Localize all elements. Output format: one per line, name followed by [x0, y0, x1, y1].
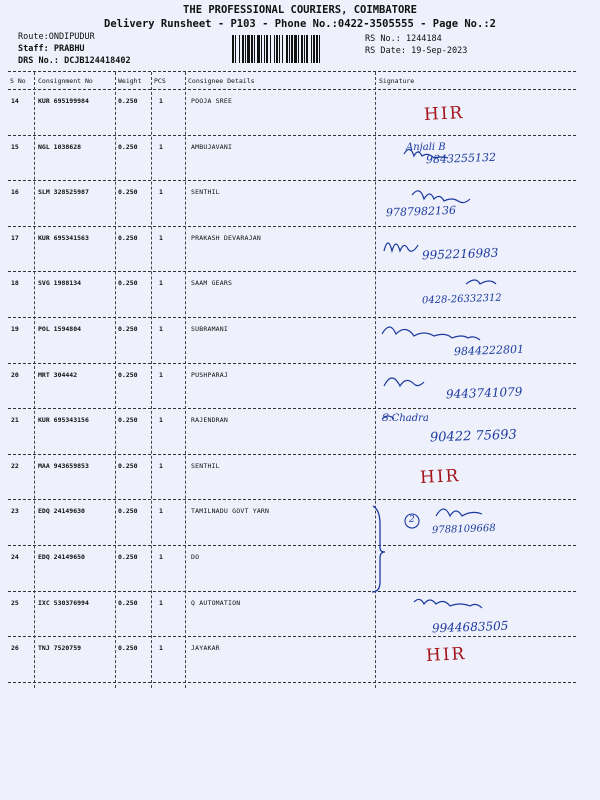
row-pcs: 1 — [159, 644, 163, 653]
route-value: ONDIPUDUR — [48, 32, 95, 42]
row-weight: 0.250 — [118, 507, 138, 516]
barcode-bar — [279, 35, 280, 63]
row-sno: 19 — [11, 325, 19, 333]
row-sno: 25 — [11, 598, 19, 607]
col-divider — [34, 72, 35, 688]
col-header-sno: S No — [10, 77, 26, 85]
barcode-bar — [232, 35, 234, 63]
row-weight: 0.250 — [118, 370, 138, 379]
barcode-bar — [282, 35, 283, 63]
row-consignee: SAAM GEARS — [191, 279, 233, 288]
col-header-consignee: Consignee Details — [188, 77, 255, 85]
signature-phone: 9788109668 — [431, 523, 496, 537]
row-consignment: MAA 943659853 — [38, 461, 89, 470]
rs-no-label: RS No.: — [365, 34, 401, 44]
signature-cell — [376, 136, 576, 182]
barcode-bar — [266, 35, 268, 63]
signature-cell — [376, 500, 576, 546]
signature-cell — [376, 409, 576, 455]
barcode-bar — [289, 35, 290, 63]
row-weight: 0.250 — [118, 553, 138, 561]
row-pcs: 1 — [159, 279, 163, 288]
signature-name: S.Chadra — [382, 413, 429, 425]
row-consignment: MRT 304442 — [38, 370, 78, 379]
row-sno: 20 — [11, 370, 19, 379]
row-pcs: 1 — [159, 416, 163, 425]
row-weight: 0.250 — [118, 142, 138, 151]
signature-phone: 9443741079 — [445, 384, 523, 401]
row-pcs: 1 — [159, 325, 163, 333]
row-pcs: 1 — [159, 97, 163, 105]
signature-cell — [376, 227, 576, 273]
signature-name: Anjali B — [406, 141, 446, 153]
row-sno: 18 — [11, 279, 19, 288]
row-sno: 21 — [11, 416, 19, 425]
signature-note: HIR — [423, 102, 465, 126]
row-pcs: 1 — [159, 233, 163, 242]
row-consignee: POOJA SREE — [191, 97, 233, 105]
drs-label: DRS No.: — [18, 56, 59, 66]
row-sno: 22 — [11, 461, 19, 470]
signature-cell — [376, 592, 576, 638]
rs-date-value: 19-Sep-2023 — [411, 46, 468, 56]
barcode-bar — [247, 35, 250, 63]
signature-cell — [376, 364, 576, 410]
row-consignment: IXC 530376994 — [38, 598, 89, 607]
row-weight: 0.250 — [118, 644, 138, 653]
rs-date-line — [365, 46, 467, 56]
barcode-bar — [264, 35, 265, 63]
row-sno: 23 — [11, 507, 19, 516]
signature-note: HIR — [419, 465, 461, 488]
row-consignee: AMBUJAVANI — [191, 142, 233, 151]
row-pcs: 1 — [159, 553, 163, 561]
row-weight: 0.250 — [118, 188, 138, 197]
row-consignment: POL 1594804 — [38, 325, 82, 333]
row-sno: 16 — [11, 188, 19, 197]
staff-value: PRABHU — [53, 44, 85, 54]
col-divider — [185, 72, 186, 688]
barcode-bar — [257, 35, 260, 63]
row-sno: 26 — [11, 644, 19, 653]
col-header-weight: Weight — [118, 77, 142, 85]
row-consignee: PUSHPARAJ — [191, 370, 229, 379]
row-consignee: DO — [191, 553, 200, 561]
row-consignment: NGL 1038628 — [38, 142, 82, 151]
row-pcs: 1 — [159, 461, 163, 470]
drs-line — [18, 56, 131, 66]
row-sno: 17 — [11, 233, 19, 242]
barcode-bar — [286, 35, 288, 63]
bracket-mark — [368, 504, 388, 594]
col-header-consignment: Consignment No — [38, 77, 93, 85]
route-label: Route: — [18, 32, 49, 42]
barcode-bar — [319, 35, 320, 63]
barcode-bar — [294, 35, 297, 63]
barcode-bar — [311, 35, 312, 63]
drs-value: DCJB124418402 — [64, 56, 131, 66]
col-divider — [151, 72, 152, 688]
signature-cell — [376, 318, 576, 364]
barcode-bar — [304, 35, 305, 63]
row-consignment: SLM 328525987 — [38, 188, 89, 197]
row-pcs: 1 — [159, 598, 163, 607]
row-consignee: PRAKASH DEVARAJAN — [191, 233, 261, 242]
barcode-bar — [270, 35, 271, 63]
barcode-bar — [276, 35, 278, 63]
col-header-signature: Signature — [379, 77, 415, 85]
barcode-bar — [245, 35, 246, 63]
row-pcs: 1 — [159, 142, 163, 151]
row-sno: 15 — [11, 142, 19, 151]
row-consignment: EDQ 24149650 — [38, 553, 85, 561]
barcode-bar — [316, 35, 318, 63]
barcode-bar — [239, 35, 240, 63]
signature-phone: 9952216983 — [421, 245, 499, 263]
row-pcs: 1 — [159, 507, 163, 516]
signature-phone: 9944683505 — [431, 618, 509, 635]
company-title: THE PROFESSIONAL COURIERS, COIMBATORE — [183, 4, 417, 16]
signature-scribble — [376, 181, 576, 227]
row-consignment: KUR 695199984 — [38, 97, 89, 105]
signature-circled-number: 2 — [409, 515, 415, 526]
row-consignee: SUBRAMANI — [191, 325, 229, 333]
signature-cell — [376, 90, 576, 136]
row-consignee: TAMILNADU GOVT YARN — [191, 507, 270, 516]
row-pcs: 1 — [159, 188, 163, 197]
row-consignment: TNJ 7520759 — [38, 644, 82, 653]
barcode-bar — [242, 35, 244, 63]
barcode-bar — [254, 35, 255, 63]
row-sno: 14 — [11, 97, 19, 105]
row-consignee: RAJENDRAN — [191, 416, 229, 425]
row-consignment: SVG 1988134 — [38, 279, 82, 288]
barcode-bar — [291, 35, 293, 63]
row-weight: 0.250 — [118, 416, 138, 425]
barcode-bar — [298, 35, 299, 63]
barcode — [232, 35, 356, 63]
signature-cell — [376, 272, 576, 318]
row-consignee: SENTHIL — [191, 188, 220, 197]
signature-cell — [376, 546, 576, 592]
barcode-bar — [251, 35, 253, 63]
signature-phone: 9787982136 — [385, 203, 457, 220]
barcode-bar — [261, 35, 262, 63]
row-weight: 0.250 — [118, 598, 138, 607]
rs-date-label: RS Date: — [365, 46, 406, 56]
row-consignment: EDQ 24149630 — [38, 507, 85, 516]
row-weight: 0.250 — [118, 279, 138, 288]
staff-line — [18, 44, 85, 54]
signature-cell — [376, 455, 576, 501]
row-consignee: SENTHIL — [191, 461, 220, 470]
row-weight: 0.250 — [118, 461, 138, 470]
rs-no-line — [365, 34, 442, 44]
row-consignment: KUR 695341563 — [38, 233, 89, 242]
col-header-pcs: PCS — [154, 77, 166, 85]
row-pcs: 1 — [159, 370, 163, 379]
runsheet-title: Delivery Runsheet - P103 - Phone No.:0422-3505555 - Page No.:2 — [104, 18, 496, 30]
signature-phone: 9844222801 — [453, 342, 525, 359]
row-weight: 0.250 — [118, 233, 138, 242]
col-divider — [115, 72, 116, 688]
row-sno: 24 — [11, 553, 19, 561]
row-consignee: Q AUTOMATION — [191, 598, 241, 607]
barcode-bar — [306, 35, 308, 63]
row-weight: 0.250 — [118, 97, 138, 105]
rs-no-value: 1244184 — [405, 34, 442, 44]
barcode-bar — [301, 35, 303, 63]
route-line — [18, 32, 95, 42]
row-weight: 0.250 — [118, 325, 138, 333]
barcode-bar — [313, 35, 315, 63]
signature-phone: 9843255132 — [425, 150, 497, 166]
header-rule-top — [8, 71, 576, 72]
row-consignee: JAYAKAR — [191, 644, 220, 653]
signature-cell — [376, 637, 576, 683]
staff-label: Staff: — [18, 44, 49, 54]
signature-cell — [376, 181, 576, 227]
signature-phone: 90422 75693 — [429, 427, 518, 446]
signature-note: HIR — [425, 644, 467, 667]
row-consignment: KUR 695343156 — [38, 416, 89, 425]
signature-phone: 0428-26332312 — [421, 293, 502, 307]
barcode-bar — [274, 35, 275, 63]
barcode-bar — [235, 35, 236, 63]
